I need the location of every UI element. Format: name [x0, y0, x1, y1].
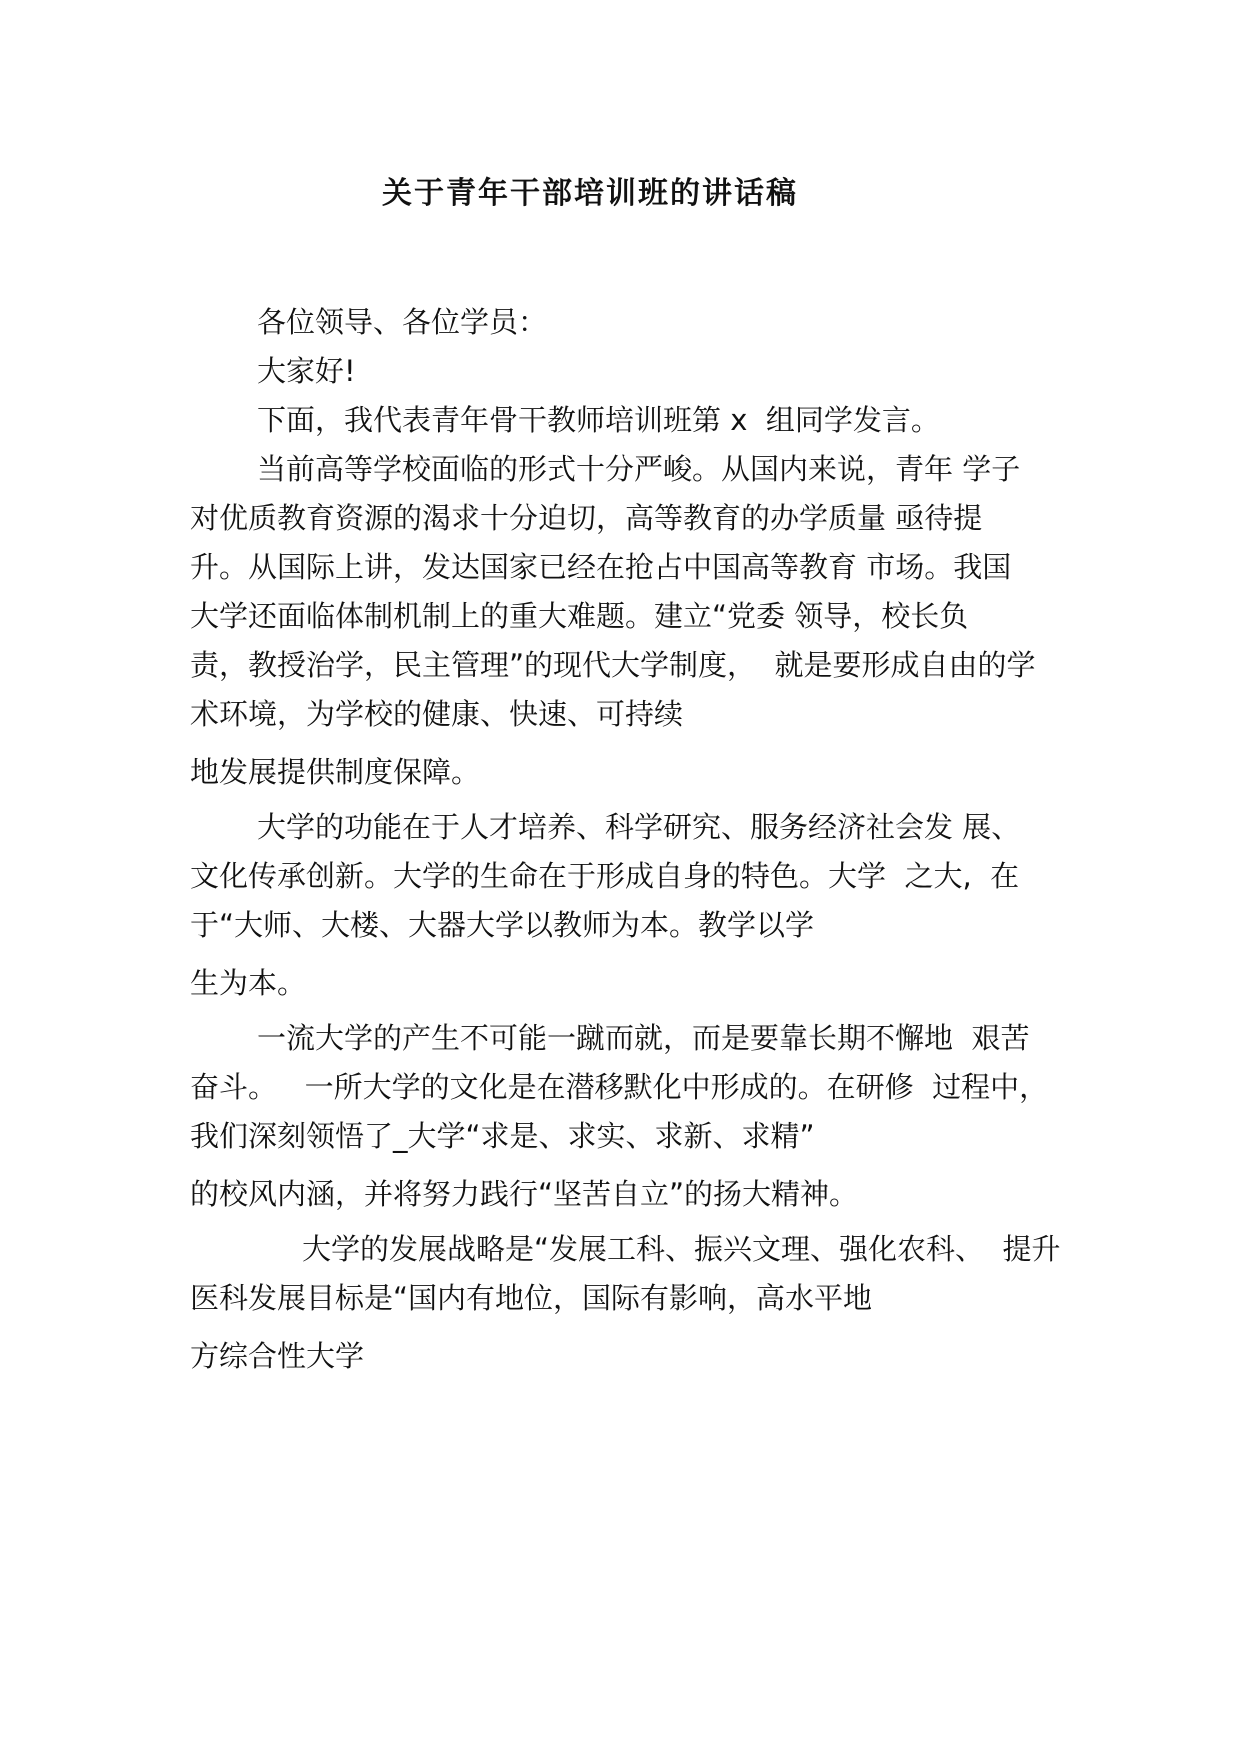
paragraph-line: 责，教授治学，民主管理”的现代大学制度， 就是要形成自由的学: [190, 648, 1036, 682]
paragraph-line: 对优质教育资源的渴求十分迫切，高等教育的办学质量 亟待提: [190, 501, 983, 535]
paragraph-line: 医科发展目标是“国内有地位，国际有影响，高水平地: [190, 1281, 873, 1315]
paragraph-line: 奋斗。 一所大学的文化是在潜移默化中形成的。在研修 过程中，: [190, 1070, 1049, 1104]
paragraph-line: 于“大师、大楼、大器大学以教师为本。教学以学: [190, 908, 815, 942]
paragraph-line: 升。从国际上讲，发达国家已经在抢占中国高等教育 市场。我国: [190, 550, 1012, 584]
paragraph-line: 地发展提供制度保障。: [190, 755, 481, 789]
paragraph-line: 术环境，为学校的健康、快速、可持续: [190, 697, 684, 731]
paragraph-line: 生为本。: [190, 966, 307, 1000]
greeting-line: 大家好!: [257, 354, 356, 388]
paragraph-line: 的校风内涵，并将努力践行“坚苦自立”的扬大精神。: [190, 1177, 859, 1211]
salutation-line: 各位领导、各位学员：: [257, 305, 548, 339]
paragraph-line: 一流大学的产生不可能一蹴而就，而是要靠长期不懈地 艰苦: [257, 1021, 1030, 1055]
paragraph-line: 方综合性大学: [190, 1339, 365, 1373]
paragraph-line: 当前高等学校面临的形式十分严峻。从国内来说，青年 学子: [257, 452, 1021, 486]
paragraph-line: 大学还面临体制机制上的重大难题。建立“党委 领导，校长负: [190, 599, 969, 633]
paragraph-line: 我们深刻领悟了_大学“求是、求实、求新、求精”: [190, 1119, 815, 1153]
paragraph-line: 大学的发展战略是“发展工科、振兴文理、强化农科、 提升: [302, 1232, 1061, 1266]
document-title: 关于青年干部培训班的讲话稿: [382, 176, 798, 211]
paragraph-line: 文化传承创新。大学的生命在于形成自身的特色。大学 之大, 在: [190, 859, 1020, 893]
paragraph-line: 下面，我代表青年骨干教师培训班第 x 组同学发言。: [257, 403, 940, 437]
paragraph-line: 大学的功能在于人才培养、科学研究、服务经济社会发 展、: [257, 810, 1021, 844]
